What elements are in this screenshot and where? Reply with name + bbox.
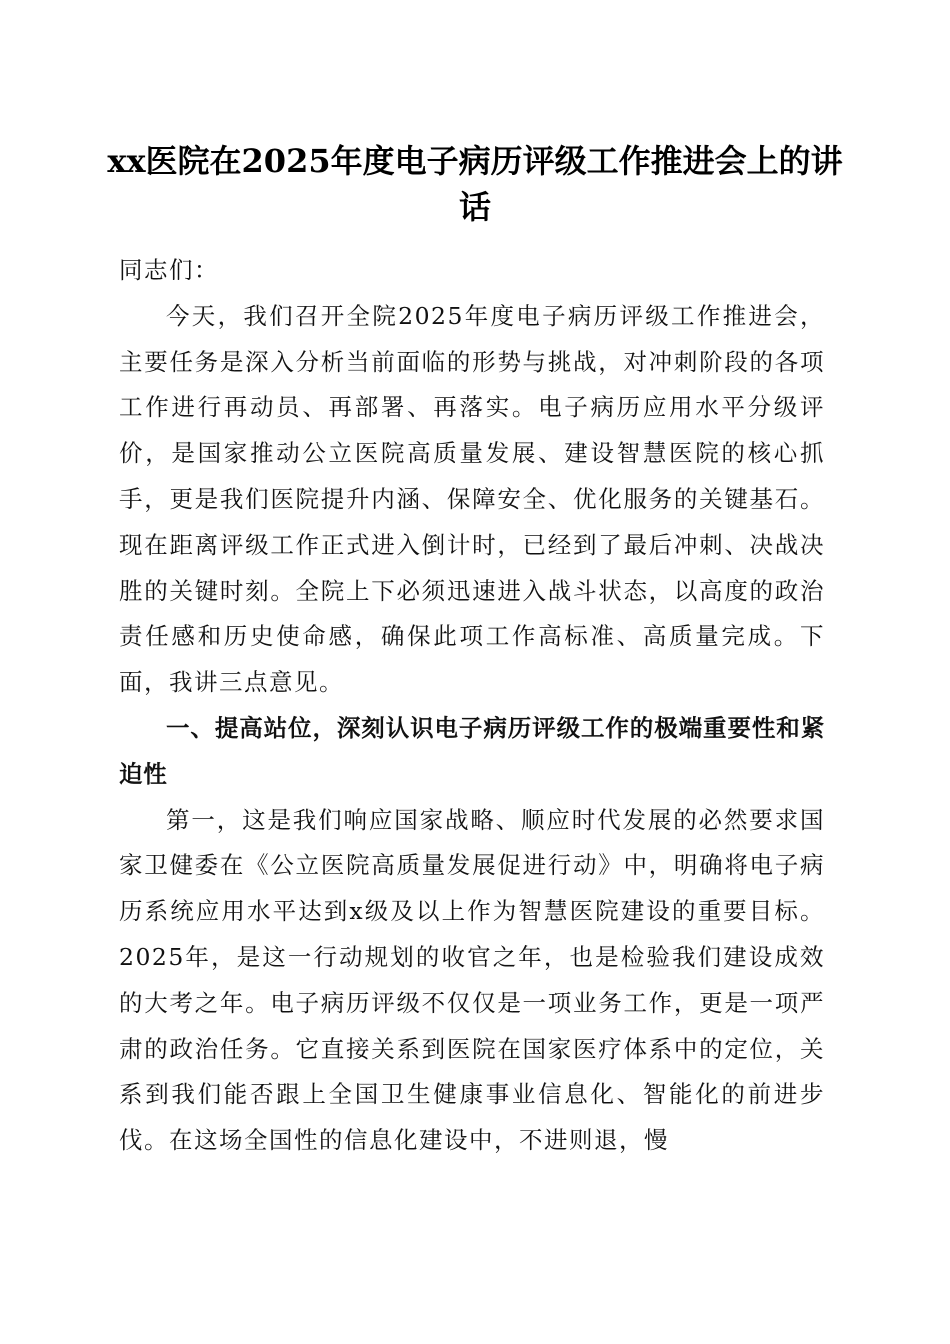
document-title: xx医院在2025年度电子病历评级工作推进会上的讲话 [107, 142, 843, 226]
document-body [119, 248, 825, 1164]
section-heading: 一、提高站位，深刻认识电子病历评级工作的极端重要性和紧迫性 [119, 713, 825, 788]
salutation: 同志们： [119, 256, 219, 284]
intro-paragraph: 今天，我们召开全院2025年度电子病历评级工作推进会，主要任务是深入分析当前面临的形势与挑战，对冲刺阶段的各项工作进行再动员、再部署、再落实。电子病历应用水平分级评价，是国家推动公立医院高质量发展、建设智慧医院的核心抓手，更是我们医院提升内涵、保障安全、优化服务的关键基石。现在距离评级工作正式进入倒计时，已经到了最后冲刺、决战决胜的关键时刻。全院上下必须迅速进入战斗状态，以高度的政治责任感和历史使命感，确保此项工作高标准、高质量完成。下面，我讲三点意见。 [119, 301, 825, 697]
section-paragraph: 第一，这是我们响应国家战略、顺应时代发展的必然要求国家卫健委在《公立医院高质量发展促进行动》中，明确将电子病历系统应用水平达到x级及以上作为智慧医院建设的重要目标。2025年，是这一行动规划的收官之年，也是检验我们建设成效的大考之年。电子病历评级不仅仅是一项业务工作，更是一项严肃的政治任务。它直接关系到医院在国家医疗体系中的定位，关系到我们能否跟上全国卫生健康事业信息化、智能化的前进步伐。在这场全国性的信息化建设中，不进则退，慢 [119, 805, 825, 1155]
